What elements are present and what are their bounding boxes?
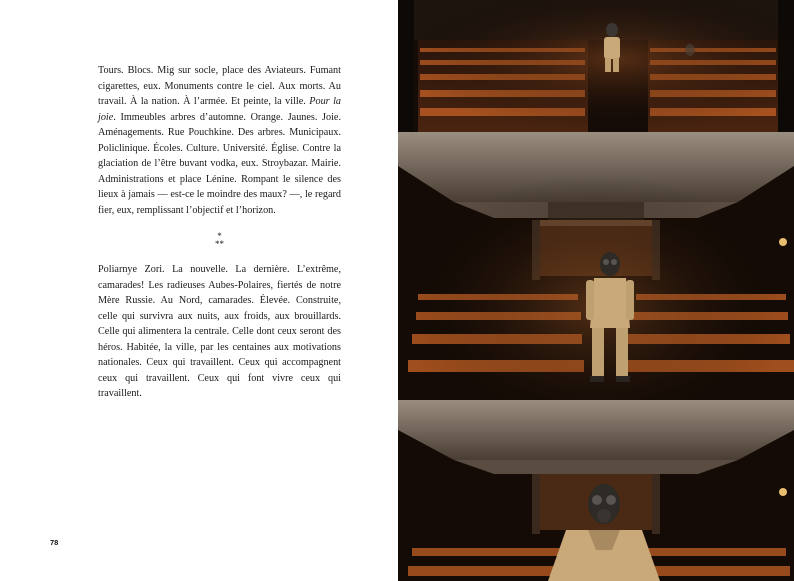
body-text	[98, 63, 341, 402]
photo-frame-2	[398, 132, 794, 400]
theater-photo-far	[398, 0, 794, 132]
paragraph-1-italic: Pour la joie	[98, 96, 341, 123]
paragraph-1	[98, 63, 341, 218]
asterism-divider	[98, 232, 341, 248]
photo-frame-3	[398, 400, 794, 581]
paragraph-1-text-b: . Immeubles arbres d’automne. Orange. Jaunes. Joie. Aménagements. Rue Pouchkine. Des arbres. Municipaux. Policlinique. Écoles. Culture. Université. Église. Contre la glaciation de l’être buvant vodka, eux. Stroybazar. Mairie. Administrations et place Lénine. Rompant le silence des lieux à jamais — est-ce le moindre des maux? —, le regard fier, eux, remplissant l’objectif et l’horizon.	[98, 111, 341, 216]
asterism-top: *	[217, 231, 222, 241]
theater-photo-close	[398, 400, 794, 581]
ceiling	[398, 400, 794, 460]
theater-photo-mid	[398, 132, 794, 400]
photo-frame-1	[398, 0, 794, 132]
paragraph-1-text-a: Tours. Blocs. Mig sur socle, place des Aviateurs. Fumant cigarettes, eux. Monuments contre le ciel. Aux morts. Au travail. À la nation. À l’armée. Et peinte, la ville.	[98, 65, 341, 107]
page-number: 78	[50, 538, 59, 547]
paragraph-2: Poliarnye Zori. La nouvelle. La dernière. L’extrême, camarades! Les radieuses Aubes-Polaires, fiertés de notre Mère Russie. Au Nord, camarades. Élevée. Construite, celle qui survivra aux nuits, aux froids, aux brouillards. Celle qui alimentera la centrale. Celle dont ceux seront des héros. Habitée, la ville, par les centaines aux motivations nationales. Ceux qui travaillent. Ceux qui accompagnent ceux qui travaillent. Ceux qui font vivre ceux qui travaillent.	[98, 264, 341, 399]
asterism-bottom: **	[215, 239, 224, 249]
photo-strip	[398, 0, 794, 581]
